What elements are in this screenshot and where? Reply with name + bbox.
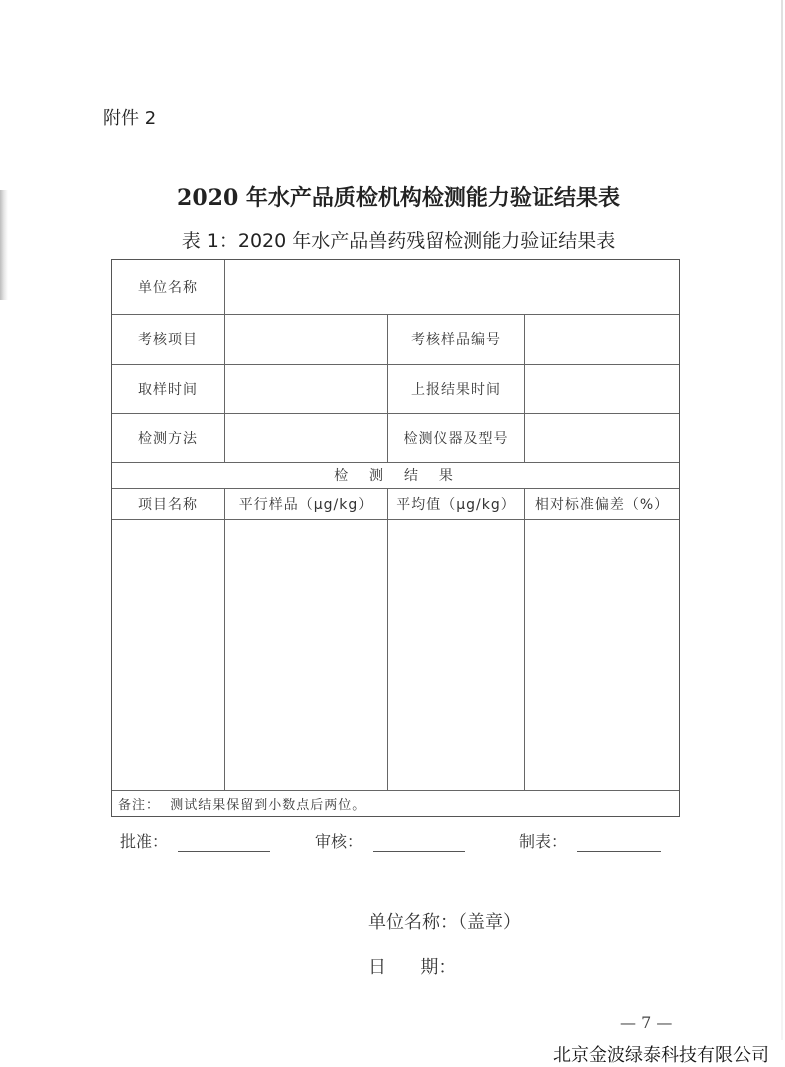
field-test-method[interactable] (225, 413, 387, 462)
field-report-time[interactable] (525, 364, 679, 413)
signature-approve-label: 批准： (120, 832, 169, 851)
field-assessment-item[interactable] (225, 314, 387, 364)
signature-prepared (519, 829, 661, 852)
row-divider (112, 790, 679, 791)
signature-prepared-label: 制表： (519, 832, 568, 851)
label-test-method: 检测方法 (138, 430, 198, 447)
col-header-item-name: 项目名称 (138, 496, 198, 513)
signature-review-label: 审核： (315, 832, 364, 851)
field-sample-number[interactable] (525, 314, 679, 364)
date-label: 日 期： (368, 957, 457, 978)
results-form-table (111, 259, 680, 817)
col-header-parallel-samples: 平行样品（μg/kg） (238, 496, 374, 513)
signature-approve-line[interactable] (178, 833, 270, 852)
results-cell-parallel-samples[interactable] (225, 520, 387, 790)
signature-approve (120, 829, 270, 852)
signature-review-line[interactable] (373, 833, 465, 852)
label-instrument-model: 检测仪器及型号 (403, 430, 509, 447)
unit-name-stamp: 单位名称：（盖章） (368, 912, 521, 933)
results-cell-item-name[interactable] (112, 520, 224, 790)
page-number: — 7 — (620, 1013, 673, 1032)
results-section-title: 检 测 结 果 (334, 468, 457, 484)
label-report-time: 上报结果时间 (411, 381, 501, 398)
document-title: 2020 年水产品质检机构检测能力验证结果表 (177, 185, 620, 211)
scan-page-edge (781, 0, 783, 1040)
col-header-average: 平均值（μg/kg） (396, 496, 516, 513)
field-instrument-model[interactable] (525, 413, 679, 462)
label-sampling-time: 取样时间 (138, 381, 198, 398)
label-unit-name: 单位名称 (138, 280, 198, 296)
signature-prepared-line[interactable] (577, 833, 661, 852)
attachment-label: 附件 2 (103, 108, 157, 129)
label-sample-number: 考核样品编号 (411, 332, 501, 348)
col-header-rsd: 相对标准偏差（%） (534, 496, 670, 513)
table-note: 备注： 测试结果保留到小数点后两位。 (118, 798, 367, 813)
company-watermark: 北京金波绿泰科技有限公司 (553, 1045, 769, 1066)
field-unit-name[interactable] (225, 260, 679, 314)
results-cell-average[interactable] (388, 520, 524, 790)
field-sampling-time[interactable] (225, 364, 387, 413)
signature-review (315, 829, 465, 852)
results-cell-rsd[interactable] (525, 520, 679, 790)
table-subtitle: 表 1：2020 年水产品兽药残留检测能力验证结果表 (181, 230, 616, 252)
label-assessment-item: 考核项目 (138, 332, 198, 348)
